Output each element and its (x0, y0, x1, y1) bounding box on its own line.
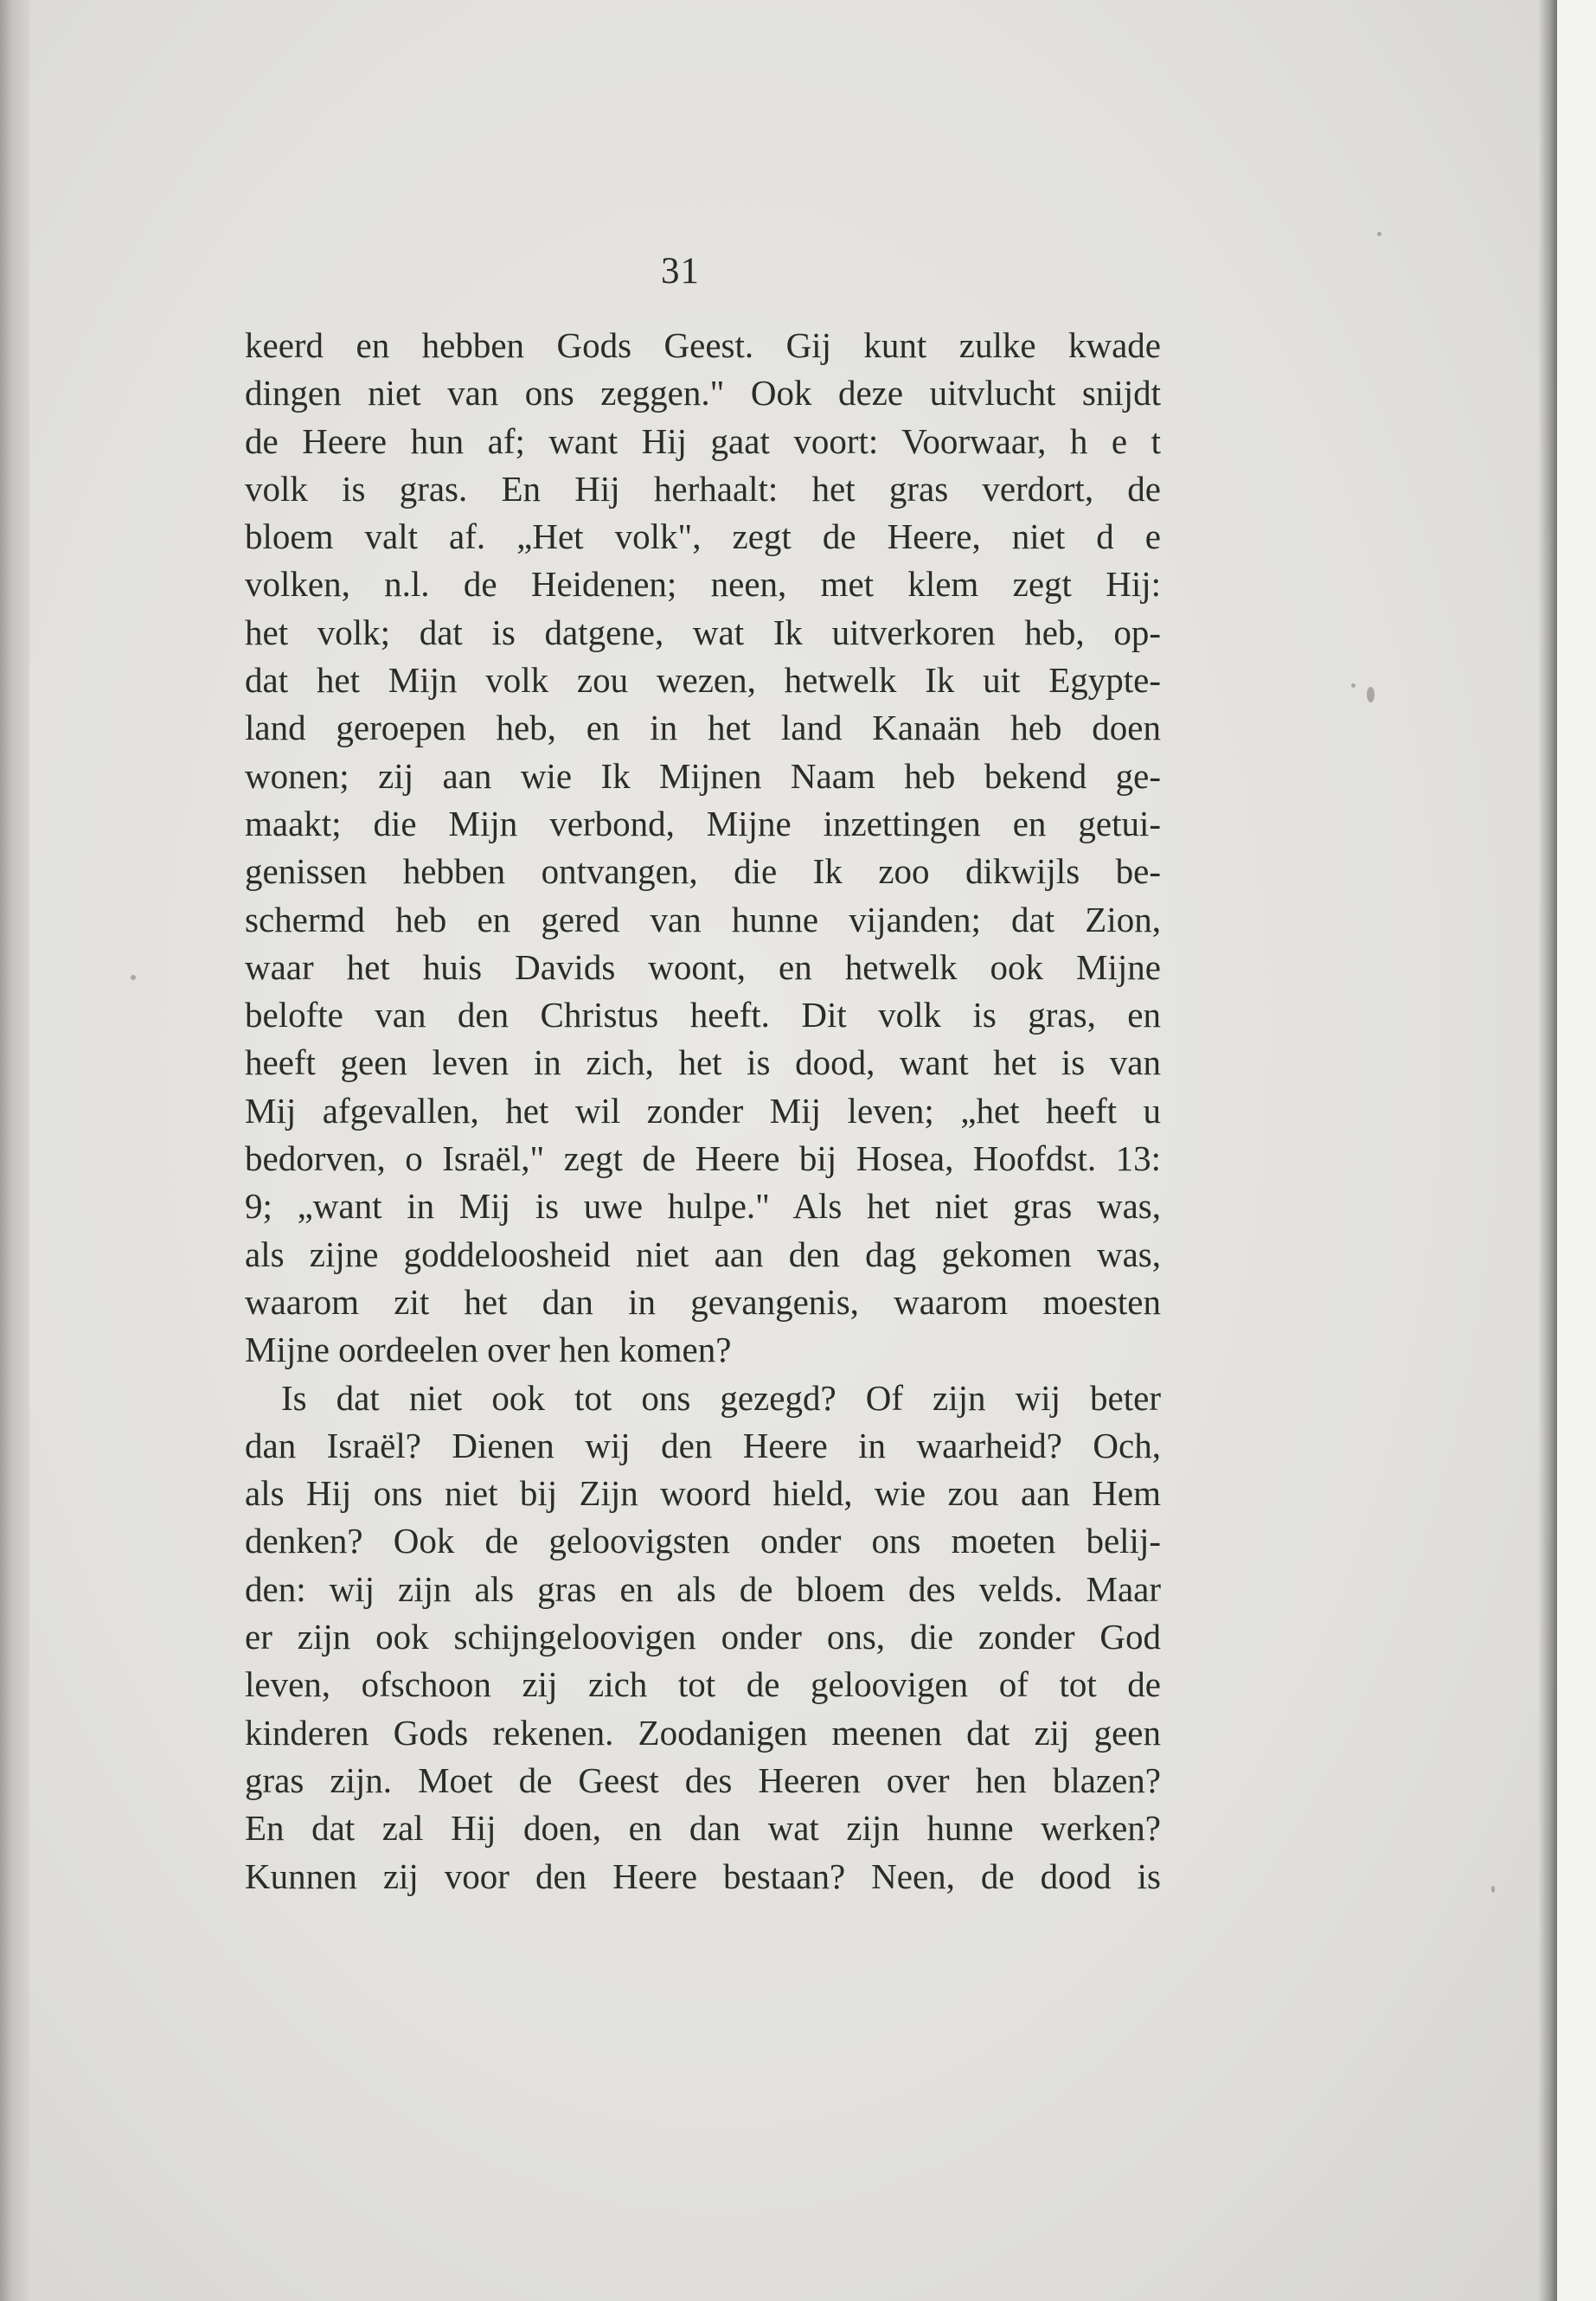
text-line: keerd en hebben Gods Geest. Gij kunt zulke kwade (245, 325, 1161, 365)
text-line: volk is gras. En Hij herhaalt: het gras verdort, de (245, 468, 1161, 509)
text-line: kinderen Gods rekenen. Zoodanigen meenen dat zij geen (245, 1712, 1161, 1753)
text-line: volken, n.l. de Heidenen; neen, met klem zegt Hij: (245, 564, 1161, 605)
text-line: er zijn ook schijngeloovigen onder ons, die zonder God (245, 1617, 1161, 1657)
text-line: land geroepen heb, en in het land Kanaän heb doen (245, 708, 1161, 748)
text-line: als Hij ons niet bij Zijn woord hield, wie zou aan Hem (245, 1473, 1161, 1514)
text-line: bedorven, o Israël," zegt de Heere bij Hosea, Hoofdst. 13: (245, 1138, 1161, 1179)
text-line: genissen hebben ontvangen, die Ik zoo dikwijls be- (245, 851, 1161, 892)
text-line: waarom zit het dan in gevangenis, waarom moesten (245, 1281, 1161, 1322)
paper-speck (131, 975, 136, 980)
text-line: gras zijn. Moet de Geest des Heeren over hen blazen? (245, 1759, 1161, 1800)
text-line: belofte van den Christus heeft. Dit volk is gras, en (245, 995, 1161, 1035)
text-line: maakt; die Mijn verbond, Mijne inzettingen en getui- (245, 803, 1161, 843)
text-line: Mij afgevallen, het wil zonder Mij leven; „het heeft u (245, 1090, 1161, 1131)
text-line: Is dat niet ook tot ons gezegd? Of zijn wij beter (281, 1377, 1161, 1418)
text-line: bloem valt af. „Het volk", zegt de Heere, niet d e (245, 516, 1161, 557)
text-line: wonen; zij aan wie Ik Mijnen Naam heb bekend ge- (245, 755, 1161, 796)
text-line: heeft geen leven in zich, het is dood, want het is van (245, 1042, 1161, 1083)
text-line: leven, ofschoon zij zich tot de geloovigen of tot de (245, 1664, 1161, 1705)
text-line: als zijne goddeloosheid niet aan den dag gekomen was, (245, 1234, 1161, 1274)
text-line: denken? Ook de geloovigsten onder ons moeten belij- (245, 1521, 1161, 1561)
paper-speck (1351, 683, 1356, 688)
text-line: Kunnen zij voor den Heere bestaan? Neen, de dood is (245, 1856, 1161, 1896)
scan-edge (1557, 0, 1596, 2301)
text-line: dan Israël? Dienen wij den Heere in waarheid? Och, (245, 1425, 1161, 1465)
text-line: de Heere hun af; want Hij gaat voort: Voorwaar, h e t (245, 420, 1161, 461)
text-line: schermd heb en gered van hunne vijanden; dat Zion, (245, 899, 1161, 939)
text-line: het volk; dat is datgene, wat Ik uitverkoren heb, op- (245, 612, 1161, 652)
page-gutter-shadow (1538, 0, 1557, 2301)
text-line: En dat zal Hij doen, en dan wat zijn hunne werken? (245, 1808, 1161, 1849)
paper-speck (1377, 232, 1381, 236)
body-text (245, 322, 1161, 1900)
paper-speck (1491, 1886, 1495, 1893)
text-line: waar het huis Davids woont, en hetwelk ook Mijne (245, 946, 1161, 987)
text-line: dat het Mijn volk zou wezen, hetwelk Ik uit Egypte- (245, 660, 1161, 701)
page-number: 31 (661, 251, 700, 292)
text-line: dingen niet van ons zeggen." Ook deze uitvlucht snijdt (245, 373, 1161, 413)
text-line: den: wij zijn als gras en als de bloem des velds. Maar (245, 1568, 1161, 1609)
text-line: 9; „want in Mij is uwe hulpe." Als het niet gras was, (245, 1186, 1161, 1227)
text-line: Mijne oordeelen over hen komen? (245, 1330, 732, 1370)
paper-speck (1367, 687, 1375, 702)
